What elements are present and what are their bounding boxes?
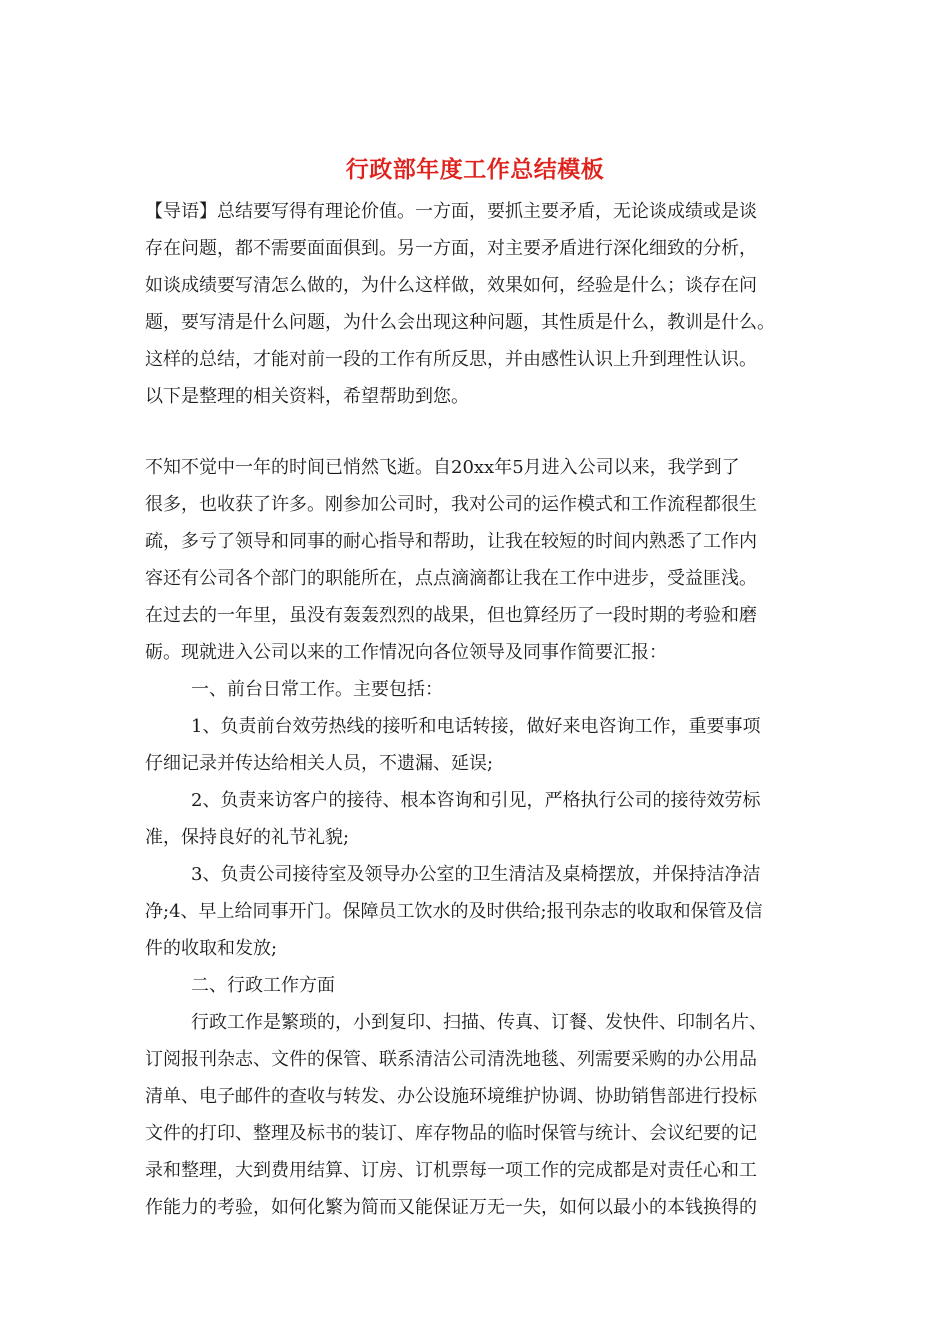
intro-line: 如谈成绩要写清怎么做的，为什么这样做，效果如何，经验是什么；谈存在问 <box>145 275 757 296</box>
body-line: 很多，也收获了许多。刚参加公司时，我对公司的运作模式和工作流程都很生 <box>145 494 757 515</box>
body-line: 清单、电子邮件的查收与转发、办公设施环境维护协调、协助销售部进行投标 <box>145 1086 757 1107</box>
intro-line: 以下是整理的相关资料，希望帮助到您。 <box>145 386 469 407</box>
body-line: 作能力的考验，如何化繁为简而又能保证万无一失，如何以最小的本钱换得的 <box>145 1197 757 1218</box>
body-line: 3、负责公司接待室及领导办公室的卫生清洁及桌椅摆放，并保持洁净洁 <box>191 864 761 885</box>
section-heading: 一、前台日常工作。主要包括： <box>191 679 443 700</box>
document-title: 行政部年度工作总结模板 <box>345 157 605 183</box>
body-line: 不知不觉中一年的时间已悄然飞逝。自20xx年5月进入公司以来，我学到了 <box>145 457 740 478</box>
body-line: 容还有公司各个部门的职能所在，点点滴滴都让我在工作中进步，受益匪浅。 <box>145 568 757 589</box>
body-line: 订阅报刊杂志、文件的保管、联系清洁公司清洗地毯、列需要采购的办公用品 <box>145 1049 757 1070</box>
body-line: 准，保持良好的礼节礼貌; <box>145 827 350 848</box>
intro-line: 题，要写清是什么问题，为什么会出现这种问题，其性质是什么，教训是什么。 <box>145 312 775 333</box>
body-line: 行政工作是繁琐的，小到复印、扫描、传真、订餐、发快件、印制名片、 <box>191 1012 767 1033</box>
body-line: 2、负责来访客户的接待、根本咨询和引见，严格执行公司的接待效劳标 <box>191 790 761 811</box>
body-line: 砺。现就进入公司以来的工作情况向各位领导及同事作简要汇报： <box>145 642 667 663</box>
body-line: 疏，多亏了领导和同事的耐心指导和帮助，让我在较短的时间内熟悉了工作内 <box>145 531 757 552</box>
body-line: 文件的打印、整理及标书的装订、库存物品的临时保管与统计、会议纪要的记 <box>145 1123 757 1144</box>
section-heading: 二、行政工作方面 <box>191 975 335 996</box>
body-line: 净;4、早上给同事开门。保障员工饮水的及时供给;报刊杂志的收取和保管及信 <box>145 901 763 922</box>
body-line: 在过去的一年里，虽没有轰轰烈烈的战果，但也算经历了一段时期的考验和磨 <box>145 605 757 626</box>
intro-line: 【导语】总结要写得有理论价值。一方面，要抓主要矛盾，无论谈成绩或是谈 <box>145 201 757 222</box>
body-line: 仔细记录并传达给相关人员，不遗漏、延误; <box>145 753 494 774</box>
intro-line: 存在问题，都不需要面面俱到。另一方面，对主要矛盾进行深化细致的分析， <box>145 238 757 259</box>
intro-line: 这样的总结，才能对前一段的工作有所反思，并由感性认识上升到理性认识。 <box>145 349 757 370</box>
body-line: 录和整理，大到费用结算、订房、订机票每一项工作的完成都是对责任心和工 <box>145 1160 757 1181</box>
body-line: 1、负责前台效劳热线的接听和电话转接，做好来电咨询工作，重要事项 <box>191 716 761 737</box>
body-line: 件的收取和发放; <box>145 938 278 959</box>
